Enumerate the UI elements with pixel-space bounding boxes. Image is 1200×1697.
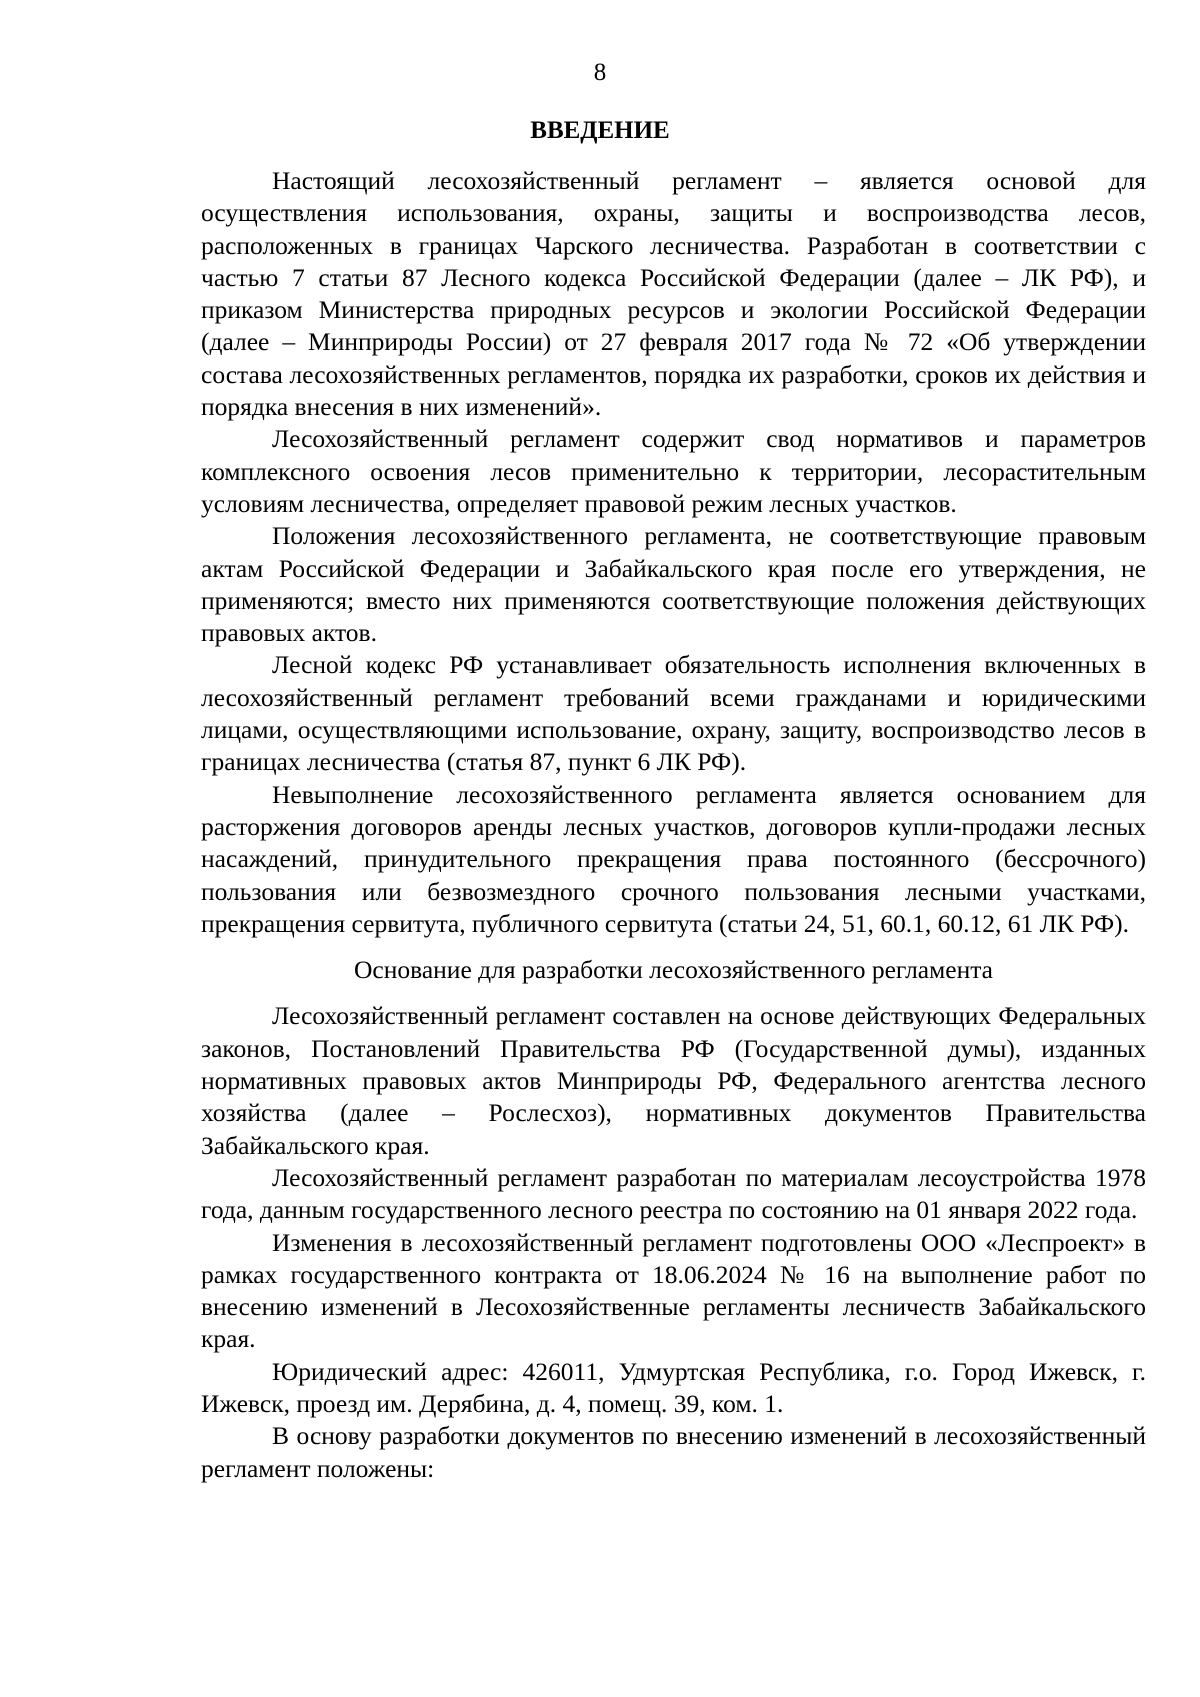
document-body [201,165,1146,1485]
paragraph: Невыполнение лесохозяйственного регламента является основанием для расторжения договоров аренды лесных участков, договоров купли-продажи лесных насаждений, принудительного прекращения права постоянного (бессрочного) пользования или безвозмездного срочного пользования лесными участками, прекращения сервитута, публичного сервитута (статьи 24, 51, 60.1, 60.12, 61 ЛК РФ). [201,779,1146,938]
paragraph: Лесохозяйственный регламент составлен на основе действующих Федеральных законов, Постановлений Правительства РФ (Государственной думы), изданных нормативных правовых актов Минприроды РФ, Федерального агентства лесного хозяйства (далее – Рослесхоз), нормативных документов Правительства Забайкальского края. [201,1001,1146,1160]
page-number: 8 [593,59,607,86]
section-heading: ВВЕДЕНИЕ [530,117,670,144]
paragraph: Лесохозяйственный регламент содержит свод нормативов и параметров комплексного освоения лесов применительно к территории, лесорастительным условиям лесничества, определяет правовой режим лесных участков. [201,424,1146,518]
paragraph: Настоящий лесохозяйственный регламент – является основой для осуществления использования, охраны, защиты и воспроизводства лесов, расположенных в границах Чарского лесничества. Разработан в соответствии с частью 7 статьи 87 Лесного кодекса Российской Федерации (далее – ЛК РФ), и приказом Министерства природных ресурсов и экологии Российской Федерации (далее – Минприроды России) от 27 февраля 2017 года № 72 «Об утверждении состава лесохозяйственных регламентов, порядка их разработки, сроков их действия и порядка внесения в них изменений». [201,166,1146,422]
paragraph: Положения лесохозяйственного регламента, не соответствующие правовым актам Российской Федерации и Забайкальского края после его утверждения, не применяются; вместо них применяются соответствующие положения действующих правовых актов. [201,521,1146,648]
paragraph: В основу разработки документов по внесению изменений в лесохозяйственный регламент положены: [201,1421,1146,1483]
paragraph: Лесной кодекс РФ устанавливает обязательность исполнения включенных в лесохозяйственный регламент требований всеми гражданами и юридическими лицами, осуществляющими использование, охрану, защиту, воспроизводство лесов в границах лесничества (статья 87, пункт 6 ЛК РФ). [201,650,1146,777]
paragraph: Лесохозяйственный регламент разработан по материалам лесоустройства 1978 года, данным государственного лесного реестра по состоянию на 01 января 2022 года. [201,1162,1146,1225]
subsection-heading: Основание для разработки лесохозяйственного регламента [354,955,993,985]
paragraph: Юридический адрес: 426011, Удмуртская Республика, г.о. Город Ижевск, г. Ижевск, проезд им. Дерябина, д. 4, помещ. 39, ком. 1. [201,1356,1146,1418]
paragraph: Изменения в лесохозяйственный регламент подготовлены ООО «Леспроект» в рамках государственного контракта от 18.06.2024 № 16 на выполнение работ по внесению изменений в Лесохозяйственные регламенты лесничеств Забайкальского края. [201,1227,1146,1354]
